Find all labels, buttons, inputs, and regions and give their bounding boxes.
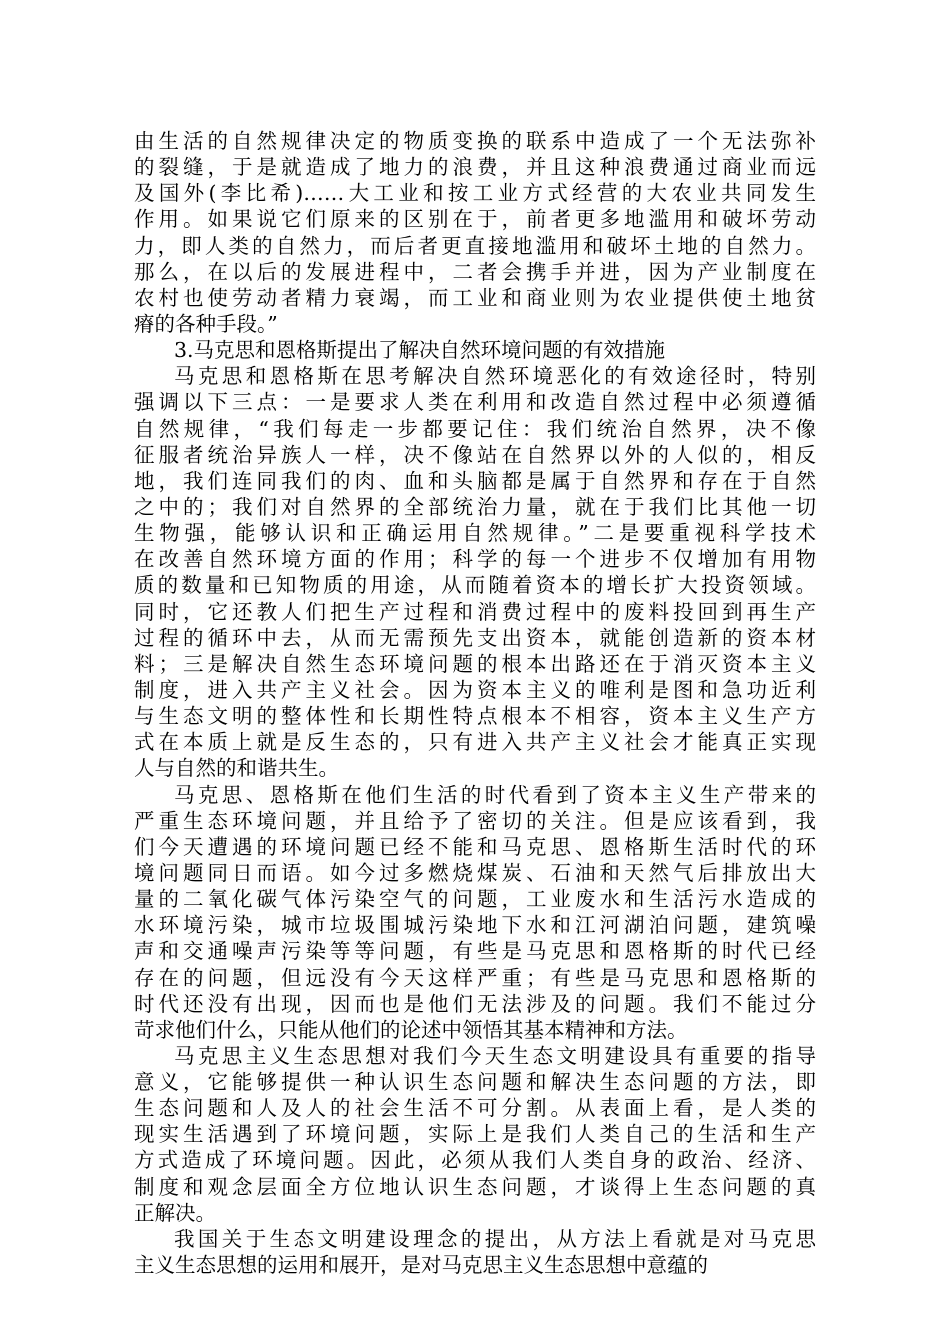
text-line: 作用。如果说它们原来的区别在于，前者更多地滥用和破坏劳动 — [134, 207, 816, 232]
text-line: 生物强，能够认识和正确运用自然规律。”二是要重视科学技术 — [134, 521, 816, 546]
text-line: 征服者统治异族人一样，决不像站在自然界以外的人似的，相反 — [134, 442, 816, 467]
text-line: 方式造成了环境问题。因此，必须从我们人类自身的政治、经济、 — [134, 1148, 816, 1173]
paragraph — [134, 1043, 816, 1226]
text-line: 制度，进入共产主义社会。因为资本主义的唯利是图和急功近利 — [134, 677, 816, 702]
text-line: 生态问题和人及人的社会生活不可分割。从表面上看，是人类的 — [134, 1096, 816, 1121]
text-line: 现实生活遇到了环境问题，实际上是我们人类自己的生活和生产 — [134, 1122, 816, 1147]
text-line: 我国关于生态文明建设理念的提出，从方法上看就是对马克思 — [174, 1226, 816, 1251]
text-line: 过程的循环中去，从而无需预先支出资本，就能创造新的资本材 — [134, 625, 816, 650]
text-line: 自然规律，“我们每走一步都要记住：我们统治自然界，决不像 — [134, 416, 816, 441]
paragraph — [134, 1226, 816, 1278]
text-line: 马克思、恩格斯在他们生活的时代看到了资本主义生产带来的 — [174, 782, 816, 807]
text-line: 们今天遭遇的环境问题已经不能和马克思、恩格斯生活时代的环 — [134, 834, 816, 859]
text-line: 由生活的自然规律决定的物质变换的联系中造成了一个无法弥补 — [134, 129, 816, 153]
text-line: 意义，它能够提供一种认识生态问题和解决生态问题的方法，即 — [134, 1070, 816, 1095]
text-line: 强调以下三点：一是要求人类在利用和改造自然过程中必须遵循 — [134, 390, 816, 415]
text-line: 人与自然的和谐共生。 — [134, 756, 339, 781]
text-line: 农村也使劳动者精力衰竭，而工业和商业则为农业提供使土地贫 — [134, 285, 816, 310]
text-line: 主义生态思想的运用和展开，是对马克思主义生态思想中意蕴的 — [134, 1253, 708, 1278]
paragraph — [134, 128, 816, 337]
text-line: 及国外(李比希)……大工业和按工业方式经营的大农业共同发生 — [134, 181, 816, 206]
text-line: 马克思和恩格斯在思考解决自然环境恶化的有效途径时，特别 — [174, 364, 816, 389]
text-line: 力，即人类的自然力，而后者更直接地滥用和破坏土地的自然力。 — [134, 233, 816, 258]
text-line: 的裂缝，于是就造成了地力的浪费，并且这种浪费通过商业而远 — [134, 155, 816, 180]
text-line: 那么，在以后的发展进程中，二者会携手并进，因为产业制度在 — [134, 259, 816, 284]
text-line: 存在的问题，但远没有今天这样严重；有些是马克思和恩格斯的 — [134, 965, 816, 990]
text-line: 苛求他们什么，只能从他们的论述中领悟其基本精神和方法。 — [134, 1017, 688, 1042]
text-line: 之中的；我们对自然界的全部统治力量，就在于我们比其他一切 — [134, 494, 816, 519]
text-line: 与生态文明的整体性和长期性特点根本不相容，资本主义生产方 — [134, 704, 816, 729]
paragraph — [134, 782, 816, 1043]
text-line: 式在本质上就是反生态的，只有进入共产主义社会才能真正实现 — [134, 730, 816, 755]
text-line: 时代还没有出现，因而也是他们无法涉及的问题。我们不能过分 — [134, 991, 816, 1016]
text-line: 马克思主义生态思想对我们今天生态文明建设具有重要的指导 — [174, 1043, 816, 1068]
text-line: 量的二氧化碳气体污染空气的问题，工业废水和生活污水造成的 — [134, 887, 816, 912]
text-line: 境问题同日而语。如今过多燃烧煤炭、石油和天然气后排放出大 — [134, 860, 816, 885]
text-line: 在改善自然环境方面的作用；科学的每一个进步不仅增加有用物 — [134, 547, 816, 572]
text-line: 质的数量和已知物质的用途，从而随着资本的增长扩大投资领域。 — [134, 573, 816, 598]
text-line: 料；三是解决自然生态环境问题的根本出路还在于消灭资本主义 — [134, 651, 816, 676]
paragraph — [134, 337, 816, 363]
text-line: 地，我们连同我们的肉、血和头脑都是属于自然界和存在于自然 — [134, 468, 816, 493]
text-line: 3.马克思和恩格斯提出了解决自然环境问题的有效措施 — [174, 338, 666, 363]
text-line: 正解决。 — [134, 1200, 216, 1225]
paragraph — [134, 363, 816, 781]
text-line: 同时，它还教人们把生产过程和消费过程中的废料投回到再生产 — [134, 599, 816, 624]
text-line: 声和交通噪声污染等等问题，有些是马克思和恩格斯的时代已经 — [134, 939, 816, 964]
text-line: 水环境污染，城市垃圾围城污染地下水和江河湖泊问题，建筑噪 — [134, 913, 816, 938]
text-line: 制度和观念层面全方位地认识生态问题，才谈得上生态问题的真 — [134, 1174, 816, 1199]
text-line: 严重生态环境问题，并且给予了密切的关注。但是应该看到，我 — [134, 808, 816, 833]
document-page — [134, 128, 816, 1278]
text-line: 瘠的各种手段。” — [134, 311, 278, 336]
